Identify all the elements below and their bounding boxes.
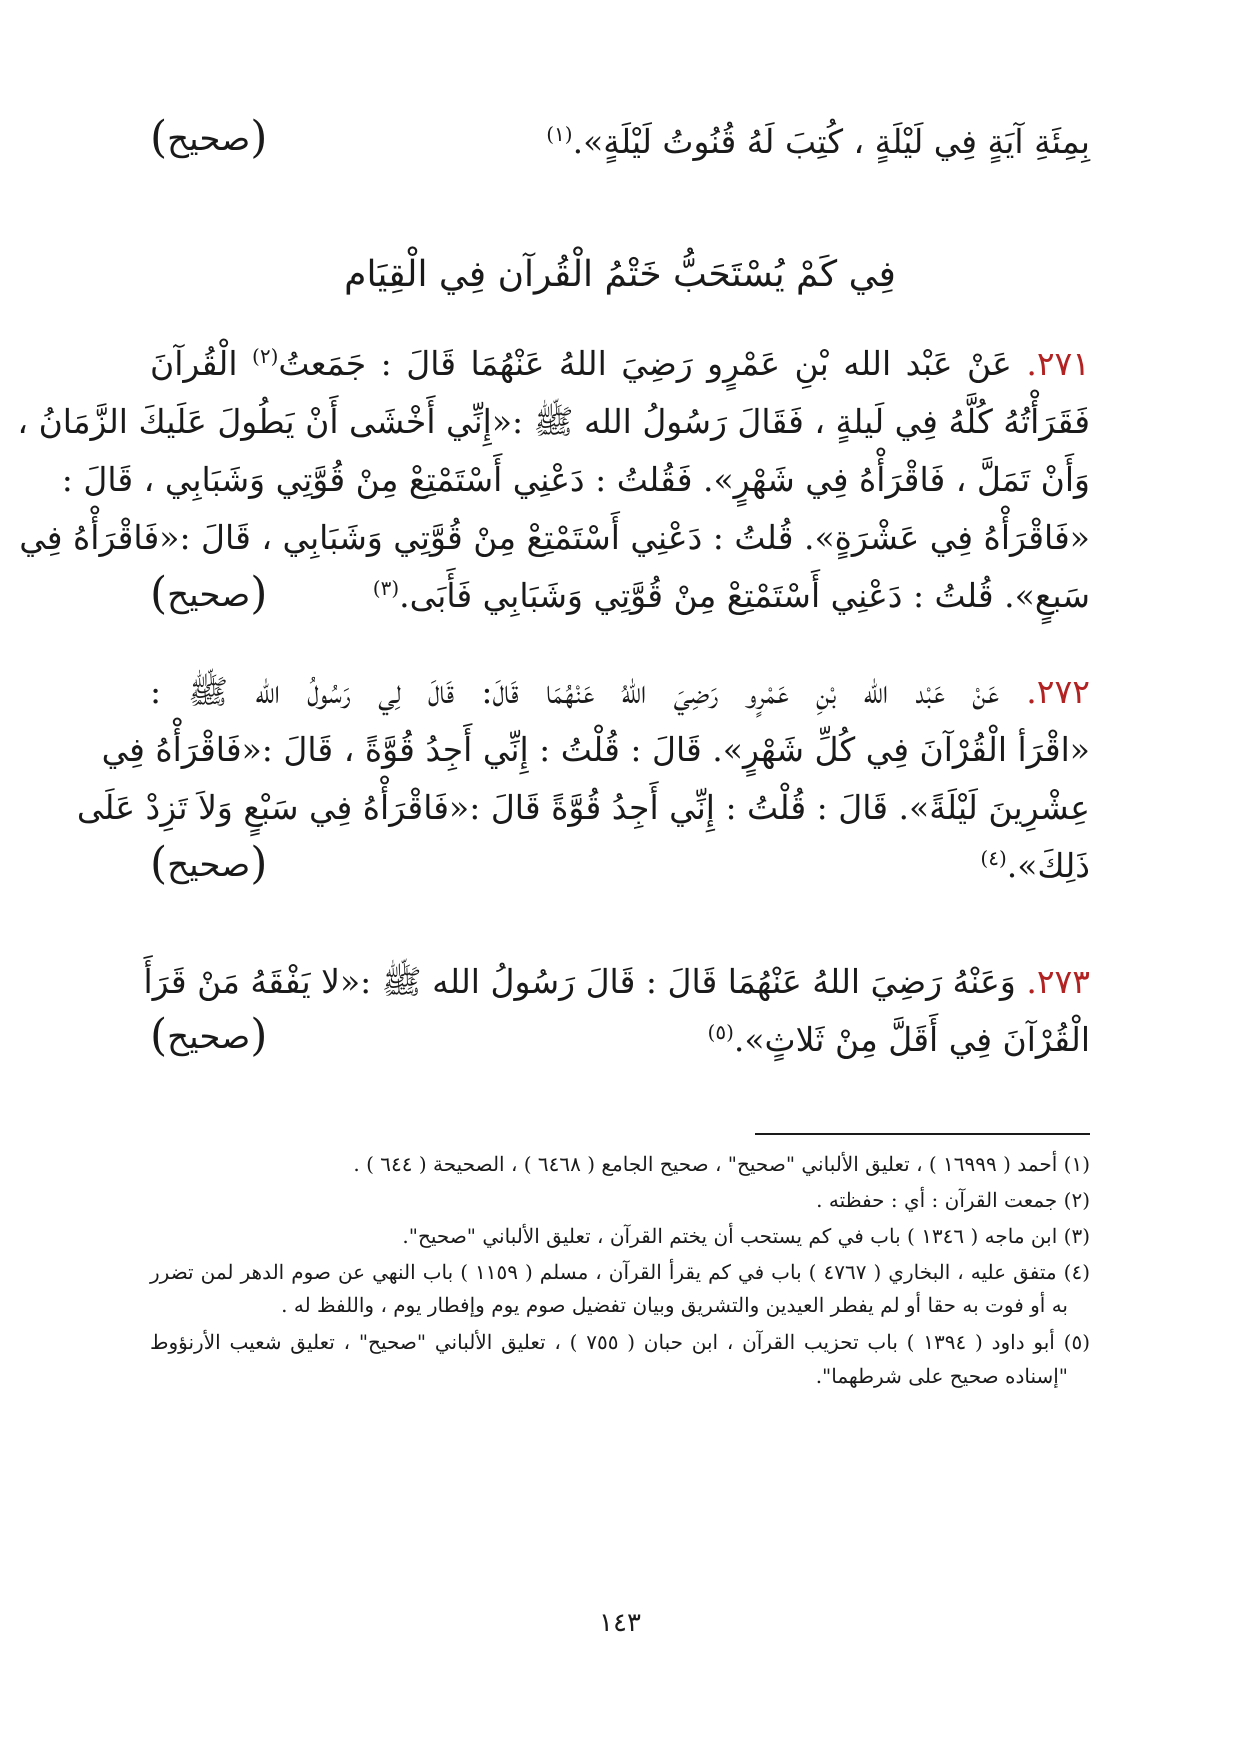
hadith-number: ٢٧١. — [1026, 344, 1090, 383]
footnote-3: (٣) ابن ماجه ( ١٣٤٦ ) باب في كم يستحب أن يختم القرآن ، تعليق الألباني "صحيح". — [402, 1224, 1090, 1248]
footnote-4-cont: به أو فوت به حقا أو لم يفطر العيدين والتشريق وبيان تفضيل صوم يوم وإفطار يوم ، واللفظ له . — [281, 1293, 1068, 1317]
hadith-number: ٢٧٢. — [1026, 672, 1090, 711]
section-title: فِي كَمْ يُسْتَحَبُّ خَتْمُ الْقُرآن فِي الْقِيَام — [344, 254, 896, 295]
footnote-ref-3: (٣) — [372, 576, 400, 600]
hadith-273-line-2: الْقُرْآنَ فِي أَقَلَّ مِنْ ثَلاثٍ».$^{(٥)}$ — [707, 1020, 1090, 1059]
hadith-272-line-1: ٢٧٢. عَنْ عَبْد الله بْنِ عَمْرٍو رَضِيَ اللهُ عَنْهُمَا قَالَ: قَالَ لِي رَسُولُ الله ﷺ : — [150, 672, 1090, 711]
footnote-5-cont: "إسناده صحيح على شرطهما". — [815, 1364, 1068, 1388]
grade-badge-271: (صحيح) — [150, 568, 268, 619]
footnote-2: (٢) جمعت القرآن : أي : حفظته . — [816, 1188, 1090, 1212]
hadith-271-line-1: ٢٧١. عَنْ عَبْد الله بْنِ عَمْرٍو رَضِيَ اللهُ عَنْهُمَا قَالَ : جَمَعتُ$^{(٢)}$ الْقُرآنَ — [150, 344, 1090, 383]
grade-label: صحيح — [167, 119, 251, 159]
footnote-ref-1: (١) — [546, 122, 573, 146]
page-number: ١٤٣ — [599, 1608, 641, 1638]
hadith-number: ٢٧٣. — [1026, 962, 1090, 1001]
hadith-271-line-2: فَقَرَأْتُهُ كُلَّهُ فِي لَيلةٍ ، فَقَالَ رَسُولُ الله ﷺ :«إِنِّي أَخْشَى أَنْ يَطُولَ عَلَيكَ الزَّمَانُ ، — [17, 402, 1090, 441]
hadith-271-line-5: سَبعٍ». قُلتُ : دَعْنِي أَسْتَمْتِعْ مِنْ قُوَّتِي وَشَبَابِي فَأَبَى.$^{(٣)}$ — [372, 576, 1090, 615]
top-line — [150, 114, 1090, 170]
hadith-272-line-3: عِشْرِينَ لَيْلَةً». قَالَ : قُلْتُ : إِنِّي أَجِدُ قُوَّةً قَالَ :«فَاقْرَأْهُ فِي سَبْعٍ وَلاَ تَزِدْ عَلَى — [76, 788, 1090, 827]
footnote-ref-4: (٤) — [980, 846, 1007, 870]
footnote-separator — [755, 1133, 1090, 1135]
hadith-272-line-4: ذَلِكَ».$^{(٤)}$ — [980, 846, 1090, 885]
hadith-273-line-1: ٢٧٣. وَعَنْهُ رَضِيَ اللهُ عَنْهُمَا قَالَ : قَالَ رَسُولُ الله ﷺ :«لا يَفْقَهُ مَنْ قَرَأَ — [143, 962, 1090, 1001]
hadith-272-line-2: «اقْرَأ الْقُرْآنَ فِي كُلِّ شَهْرٍ». قَالَ : قُلْتُ : إِنِّي أَجِدُ قُوَّةً ، قَالَ :«فَاقْرَأْهُ فِي — [101, 730, 1090, 769]
footnote-ref-5: (٥) — [707, 1020, 734, 1044]
footnote-5: (٥) أبو داود ( ١٣٩٤ ) باب تحزيب القرآن ، ابن حبان ( ٧٥٥ ) ، تعليق الألباني "صحيح" ، تعليق شعيب الأرنؤوط — [150, 1330, 1090, 1354]
grade-badge-top: (صحيح) — [150, 112, 268, 163]
grade-badge-272: (صحيح) — [150, 838, 268, 889]
hadith-271-line-4: «فَاقْرَأْهُ فِي عَشْرَةٍ». قُلتُ : دَعْنِي أَسْتَمْتِعْ مِنْ قُوَّتِي وَشَبَابِي ، قَالَ :«فَاقْرَأْهُ فِي — [19, 518, 1090, 557]
top-line-text: بِمِئَةِ آيَةٍ فِي لَيْلَةٍ ، كُتِبَ لَهُ قُنُوتُ لَيْلَةٍ». — [572, 122, 1090, 161]
hadith-271-line-3: وَأَنْ تَمَلَّ ، فَاقْرَأْهُ فِي شَهْرٍ». فَقُلتُ : دَعْنِي أَسْتَمْتِعْ مِنْ قُوَّتِي وَشَبَابِي ، قَالَ : — [61, 460, 1090, 499]
grade-badge-273: (صحيح) — [150, 1010, 268, 1061]
footnote-4: (٤) متفق عليه ، البخاري ( ٤٧٦٧ ) باب في كم يقرأ القرآن ، مسلم ( ١١٥٩ ) باب النهي عن صوم الدهر لمن تضرر — [150, 1260, 1091, 1284]
footnote-ref-2: (٢) — [252, 344, 279, 368]
footnote-1: (١) أحمد ( ١٦٩٩٩ ) ، تعليق الألباني "صحيح" ، صحيح الجامع ( ٦٤٦٨ ) ، الصحيحة ( ٦٤٤ ) . — [353, 1152, 1090, 1176]
